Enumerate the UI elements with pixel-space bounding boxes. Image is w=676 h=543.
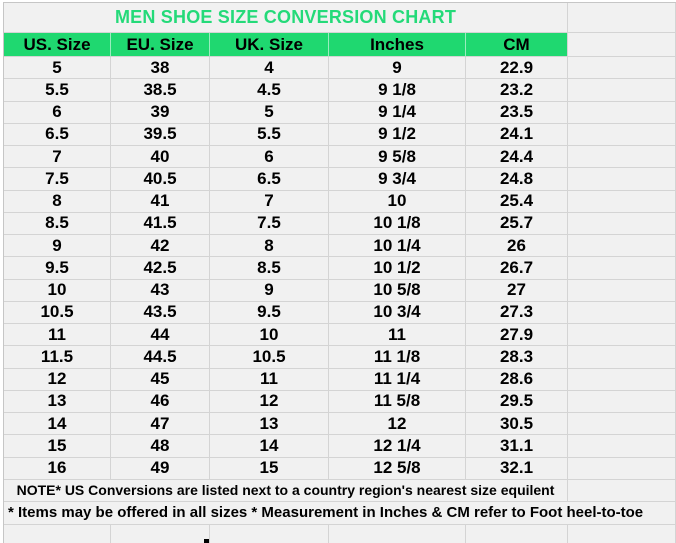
empty-cell bbox=[568, 369, 676, 391]
empty-cell bbox=[568, 33, 676, 57]
table-cell: 7 bbox=[4, 146, 111, 168]
empty-cell bbox=[568, 525, 676, 543]
empty-cell bbox=[568, 102, 676, 124]
table-cell: 24.4 bbox=[466, 146, 568, 168]
column-header-inches: Inches bbox=[329, 33, 466, 57]
table-cell: 7.5 bbox=[210, 213, 329, 235]
empty-cell bbox=[568, 191, 676, 213]
table-cell: 26 bbox=[466, 235, 568, 257]
empty-cell bbox=[568, 79, 676, 101]
table-cell: 11 5/8 bbox=[329, 391, 466, 413]
table-row bbox=[4, 191, 676, 213]
table-cell: 9 1/8 bbox=[329, 79, 466, 101]
table-cell: 47 bbox=[111, 413, 210, 435]
table-cell: 46 bbox=[111, 391, 210, 413]
partial-row bbox=[4, 525, 676, 543]
table-cell: 24.8 bbox=[466, 168, 568, 190]
table-cell: 16 bbox=[4, 458, 111, 480]
table-cell: 10 5/8 bbox=[329, 280, 466, 302]
table-row bbox=[4, 102, 676, 124]
table-row bbox=[4, 324, 676, 346]
table-cell: 7 bbox=[210, 191, 329, 213]
table-cell: 25.7 bbox=[466, 213, 568, 235]
table-cell: 43 bbox=[111, 280, 210, 302]
table-cell: 10 3/4 bbox=[329, 302, 466, 324]
column-header-cm: CM bbox=[466, 33, 568, 57]
empty-cell bbox=[568, 168, 676, 190]
table-cell: 4 bbox=[210, 57, 329, 79]
table-cell: 32.1 bbox=[466, 458, 568, 480]
table-cell: 9.5 bbox=[4, 257, 111, 279]
table-cell: 6.5 bbox=[4, 124, 111, 146]
table-cell: 8 bbox=[210, 235, 329, 257]
column-header-us-size: US. Size bbox=[4, 33, 111, 57]
table-cell: 4.5 bbox=[210, 79, 329, 101]
table-row bbox=[4, 257, 676, 279]
table-row bbox=[4, 79, 676, 101]
table-cell: 22.9 bbox=[466, 57, 568, 79]
table-row bbox=[4, 280, 676, 302]
empty-cell bbox=[568, 257, 676, 279]
table-row bbox=[4, 57, 676, 79]
table-cell: 43.5 bbox=[111, 302, 210, 324]
empty-cell bbox=[568, 346, 676, 368]
empty-cell bbox=[568, 458, 676, 480]
table-cell: 12 bbox=[329, 413, 466, 435]
table-cell: 27.9 bbox=[466, 324, 568, 346]
table-cell: 9 3/4 bbox=[329, 168, 466, 190]
column-header-eu-size: EU. Size bbox=[111, 33, 210, 57]
empty-cell bbox=[568, 280, 676, 302]
empty-cell bbox=[329, 525, 466, 543]
table-cell: 14 bbox=[210, 435, 329, 457]
table-cell: 44 bbox=[111, 324, 210, 346]
table-cell: 49 bbox=[111, 458, 210, 480]
table-cell: 9 5/8 bbox=[329, 146, 466, 168]
table-row bbox=[4, 413, 676, 435]
table-cell: 9 bbox=[329, 57, 466, 79]
table-row bbox=[4, 235, 676, 257]
table-body bbox=[4, 57, 676, 480]
table-cell: 11 bbox=[210, 369, 329, 391]
empty-cell bbox=[568, 146, 676, 168]
table-cell: 10 bbox=[4, 280, 111, 302]
table-cell: 11 bbox=[4, 324, 111, 346]
table-cell: 13 bbox=[4, 391, 111, 413]
table-cell: 5.5 bbox=[210, 124, 329, 146]
table-cell: 23.5 bbox=[466, 102, 568, 124]
page-title: MEN SHOE SIZE CONVERSION CHART bbox=[4, 3, 568, 33]
empty-cell bbox=[568, 213, 676, 235]
table-cell: 42 bbox=[111, 235, 210, 257]
table-cell: 11 1/8 bbox=[329, 346, 466, 368]
table-header-row bbox=[4, 33, 676, 57]
empty-cell bbox=[568, 302, 676, 324]
table-row bbox=[4, 369, 676, 391]
table-cell: 31.1 bbox=[466, 435, 568, 457]
table-cell: 11 1/4 bbox=[329, 369, 466, 391]
table-cell: 5 bbox=[4, 57, 111, 79]
table-cell: 23.2 bbox=[466, 79, 568, 101]
table-cell: 7.5 bbox=[4, 168, 111, 190]
table-cell: 39.5 bbox=[111, 124, 210, 146]
table-cell: 28.3 bbox=[466, 346, 568, 368]
empty-cell bbox=[568, 435, 676, 457]
table-row bbox=[4, 435, 676, 457]
table-row bbox=[4, 168, 676, 190]
table-cell: 10 1/4 bbox=[329, 235, 466, 257]
empty-cell bbox=[568, 324, 676, 346]
table-cell: 44.5 bbox=[111, 346, 210, 368]
table-cell: 6.5 bbox=[210, 168, 329, 190]
empty-cell bbox=[568, 3, 676, 33]
table-row bbox=[4, 346, 676, 368]
table-cell: 5.5 bbox=[4, 79, 111, 101]
table-cell: 27.3 bbox=[466, 302, 568, 324]
footnote-row bbox=[4, 502, 676, 525]
empty-cell bbox=[466, 525, 568, 543]
table-cell: 12 5/8 bbox=[329, 458, 466, 480]
table-cell: 11.5 bbox=[4, 346, 111, 368]
table-cell: 41.5 bbox=[111, 213, 210, 235]
empty-cell bbox=[568, 480, 676, 502]
table-cell: 42.5 bbox=[111, 257, 210, 279]
table-cell: 8 bbox=[4, 191, 111, 213]
table-cell: 6 bbox=[210, 146, 329, 168]
empty-cell bbox=[210, 525, 329, 543]
table-cell: 8.5 bbox=[210, 257, 329, 279]
table-cell: 14 bbox=[4, 413, 111, 435]
table-cell: 10 bbox=[329, 191, 466, 213]
empty-cell bbox=[568, 235, 676, 257]
cutoff-text-fragment bbox=[204, 539, 209, 543]
table-cell: 10 bbox=[210, 324, 329, 346]
table-cell: 38.5 bbox=[111, 79, 210, 101]
note-row bbox=[4, 480, 676, 502]
table-cell: 12 bbox=[210, 391, 329, 413]
table-cell: 39 bbox=[111, 102, 210, 124]
table-cell: 9 1/2 bbox=[329, 124, 466, 146]
table-cell: 30.5 bbox=[466, 413, 568, 435]
table-cell: 45 bbox=[111, 369, 210, 391]
table-cell: 40 bbox=[111, 146, 210, 168]
table-cell: 24.1 bbox=[466, 124, 568, 146]
table-cell: 27 bbox=[466, 280, 568, 302]
table-cell: 9.5 bbox=[210, 302, 329, 324]
table-cell: 9 1/4 bbox=[329, 102, 466, 124]
table-row bbox=[4, 458, 676, 480]
table-cell: 29.5 bbox=[466, 391, 568, 413]
empty-cell bbox=[568, 391, 676, 413]
empty-cell bbox=[568, 124, 676, 146]
table-cell: 10 1/8 bbox=[329, 213, 466, 235]
table-cell: 10.5 bbox=[210, 346, 329, 368]
table-row bbox=[4, 213, 676, 235]
title-row bbox=[4, 3, 676, 33]
table-cell: 41 bbox=[111, 191, 210, 213]
table-cell: 12 1/4 bbox=[329, 435, 466, 457]
empty-cell bbox=[4, 525, 111, 543]
table-row bbox=[4, 391, 676, 413]
table-cell: 15 bbox=[4, 435, 111, 457]
table-row bbox=[4, 124, 676, 146]
footnote-text: * Items may be offered in all sizes * Measurement in Inches & CM refer to Foot heel-to-toe bbox=[4, 502, 676, 525]
table-cell: 48 bbox=[111, 435, 210, 457]
table-cell: 40.5 bbox=[111, 168, 210, 190]
conversion-chart-table bbox=[3, 2, 676, 543]
table-cell: 9 bbox=[210, 280, 329, 302]
table-cell: 8.5 bbox=[4, 213, 111, 235]
table-row bbox=[4, 302, 676, 324]
table-cell: 15 bbox=[210, 458, 329, 480]
table-cell: 9 bbox=[4, 235, 111, 257]
empty-cell bbox=[111, 525, 210, 543]
note-text: NOTE* US Conversions are listed next to a country region's nearest size equilent bbox=[4, 480, 568, 502]
table-row bbox=[4, 146, 676, 168]
table-cell: 5 bbox=[210, 102, 329, 124]
table-cell: 28.6 bbox=[466, 369, 568, 391]
table-cell: 11 bbox=[329, 324, 466, 346]
table-cell: 38 bbox=[111, 57, 210, 79]
table-cell: 6 bbox=[4, 102, 111, 124]
table-cell: 13 bbox=[210, 413, 329, 435]
table-cell: 10.5 bbox=[4, 302, 111, 324]
table-cell: 10 1/2 bbox=[329, 257, 466, 279]
table-cell: 26.7 bbox=[466, 257, 568, 279]
empty-cell bbox=[568, 57, 676, 79]
table-cell: 12 bbox=[4, 369, 111, 391]
table-cell: 25.4 bbox=[466, 191, 568, 213]
column-header-uk-size: UK. Size bbox=[210, 33, 329, 57]
empty-cell bbox=[568, 413, 676, 435]
